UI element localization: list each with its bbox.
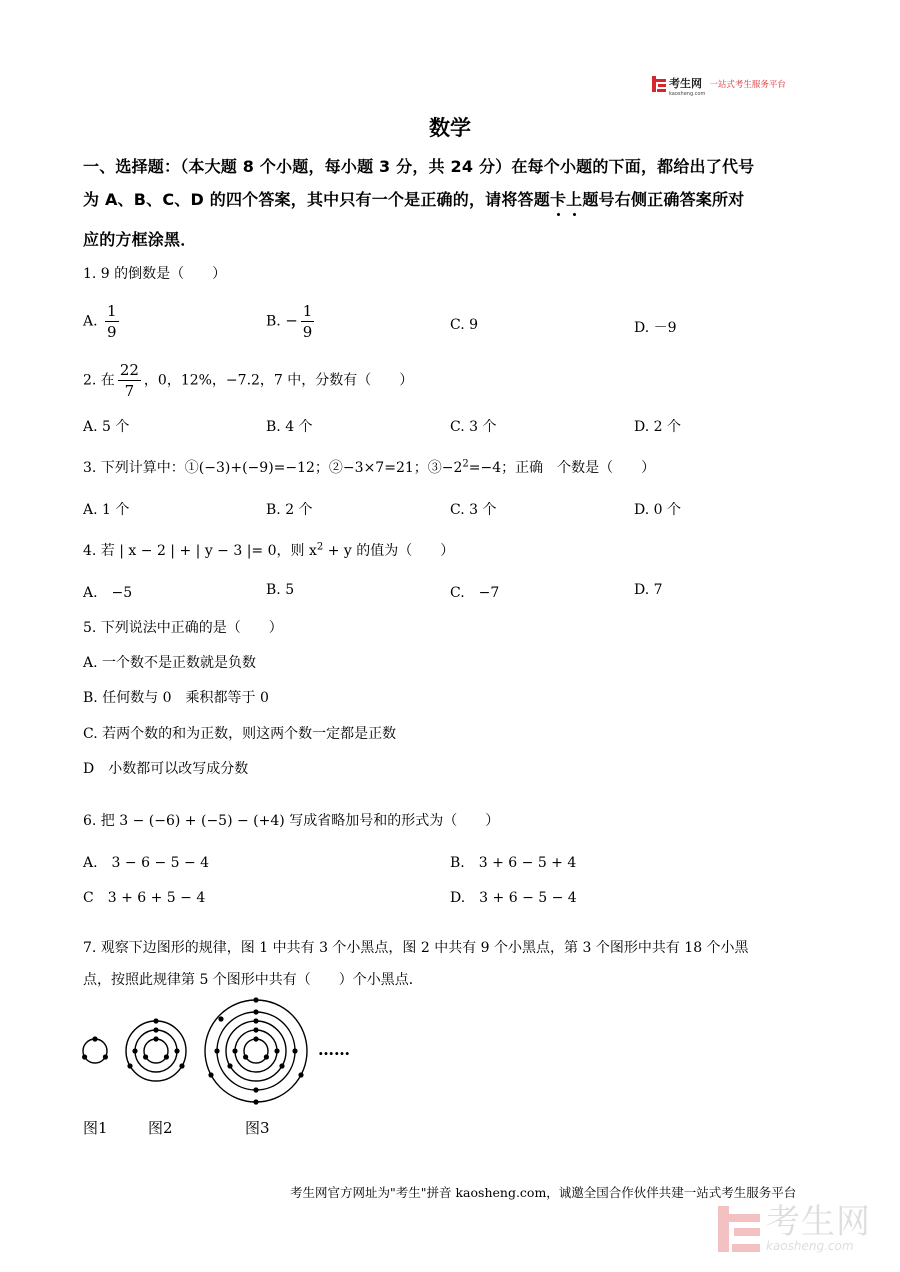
q5-option-a: A. 一个数不是正数就是负数 xyxy=(83,655,257,671)
q1-option-d: D. －9 xyxy=(634,320,677,336)
q3-option-b: B. 2 个 xyxy=(266,502,313,518)
figure-3-dots xyxy=(208,997,303,1104)
logo-domain: kaosheng.com xyxy=(669,90,706,97)
watermark-name: 考生网 xyxy=(766,1202,871,1242)
question-7-stem-line1: 7. 观察下边图形的规律，图 1 中共有 3 个小黑点，图 2 中共有 9 个小黑点，第 3 个图形中共有 18 个小黑 xyxy=(83,940,749,956)
kaosheng-logo-icon xyxy=(652,76,666,92)
q5-option-b: B. 任何数与 0 乘积都等于 0 xyxy=(83,690,269,706)
q4-option-b: B. 5 xyxy=(266,582,295,598)
logo-slogan: 一站式考生服务平台 xyxy=(709,80,786,90)
q2-option-a: A. 5 个 xyxy=(83,419,130,435)
q3-option-c: C. 3 个 xyxy=(450,502,497,518)
q2-option-b: B. 4 个 xyxy=(266,419,313,435)
question-5-stem: 5. 下列说法中正确的是（ ） xyxy=(83,620,283,636)
watermark xyxy=(718,1202,871,1253)
q6-option-d: D. 3 + 6 − 5 − 4 xyxy=(450,890,577,906)
figure-3 xyxy=(205,1000,307,1102)
figure-3-label: 图3 xyxy=(245,1119,270,1137)
page-title: 数学 xyxy=(429,116,471,140)
q4-option-c: C. −7 xyxy=(450,585,500,601)
question-2-stem: 2. 在 $\frac{22}{7}$ ，0，12%，−7.2，7 中，分数有（ ） xyxy=(83,361,414,400)
question-4-stem: 4. 若 | x − 2 | + | y − 3 |= 0，则 $x^2 + y$ 的值为（ ） xyxy=(83,541,455,559)
figure-1 xyxy=(83,1039,107,1063)
figure-2-label: 图2 xyxy=(148,1119,173,1137)
fraction: $\frac{1}{9}$ xyxy=(107,302,117,341)
q3-option-a: A. 1 个 xyxy=(83,502,130,518)
q1-option-a: A. $\frac{1}{9}$ xyxy=(83,302,117,341)
q5-option-d: D 小数都可以改写成分数 xyxy=(83,761,249,777)
q6-option-b: B. 3 + 6 − 5 + 4 xyxy=(450,855,577,871)
section-heading-line2: 为 A、B、C、D 的四个答案，其中只有一个是正确的，请将答题卡上题号右侧正确答案所对 xyxy=(83,190,745,209)
kaosheng-watermark-icon xyxy=(718,1206,760,1252)
question-1-stem: 1. 9 的倒数是（ ） xyxy=(83,266,227,282)
question-6-stem: 6. 把 3 − (−6) + (−5) − (+4) 写成省略加号和的形式为（ ） xyxy=(83,813,500,829)
dot-pattern-figures xyxy=(70,995,380,1115)
question-3-stem: 3. 下列计算中：①(−3)+(−9)=−12；②−3×7=21；$③-2^2=-4$；正确 个数是（ ） xyxy=(83,458,656,476)
fraction: $\frac{22}{7}$ xyxy=(119,361,139,400)
logo-name: 考生网 xyxy=(669,76,702,90)
fraction: $\frac{1}{9}$ xyxy=(302,302,313,341)
q2-option-d: D. 2 个 xyxy=(634,419,681,435)
q1-option-b: B. − $\frac{1}{9}$ xyxy=(266,302,313,341)
header-logo xyxy=(652,74,822,97)
q5-option-c: C. 若两个数的和为正数，则这两个数一定都是正数 xyxy=(83,726,397,742)
q1-option-c: C. 9 xyxy=(450,317,479,333)
q3-option-d: D. 0 个 xyxy=(634,502,681,518)
question-7-stem-line2: 点，按照此规律第 5 个图形中共有（ ）个小黑点． xyxy=(83,972,423,988)
q6-option-c: C 3 + 6 + 5 − 4 xyxy=(83,890,206,906)
q2-option-c: C. 3 个 xyxy=(450,419,497,435)
section-heading-line3: 应的方框涂黑． xyxy=(83,230,197,249)
footer-text: 考生网官方网址为"考生"拼音 kaosheng.com，诚邀全国合作伙伴共建一站式考生服务平台 xyxy=(290,1185,797,1200)
ellipsis: …… xyxy=(318,1040,350,1059)
figure-1-dots xyxy=(82,1036,108,1059)
q4-option-d: D. 7 xyxy=(634,582,663,598)
section-heading-line1: 一、选择题：（本大题 8 个小题，每小题 3 分，共 24 分）在每个小题的下面，都给出了代号 xyxy=(83,157,755,176)
q6-option-a: A. 3 − 6 − 5 − 4 xyxy=(83,855,210,871)
q4-option-a: A. −5 xyxy=(83,585,133,601)
watermark-domain: kaosheng.com xyxy=(766,1239,854,1253)
watermark-text xyxy=(766,1202,871,1253)
logo-text xyxy=(669,72,705,97)
figure-1-label: 图1 xyxy=(83,1119,108,1137)
